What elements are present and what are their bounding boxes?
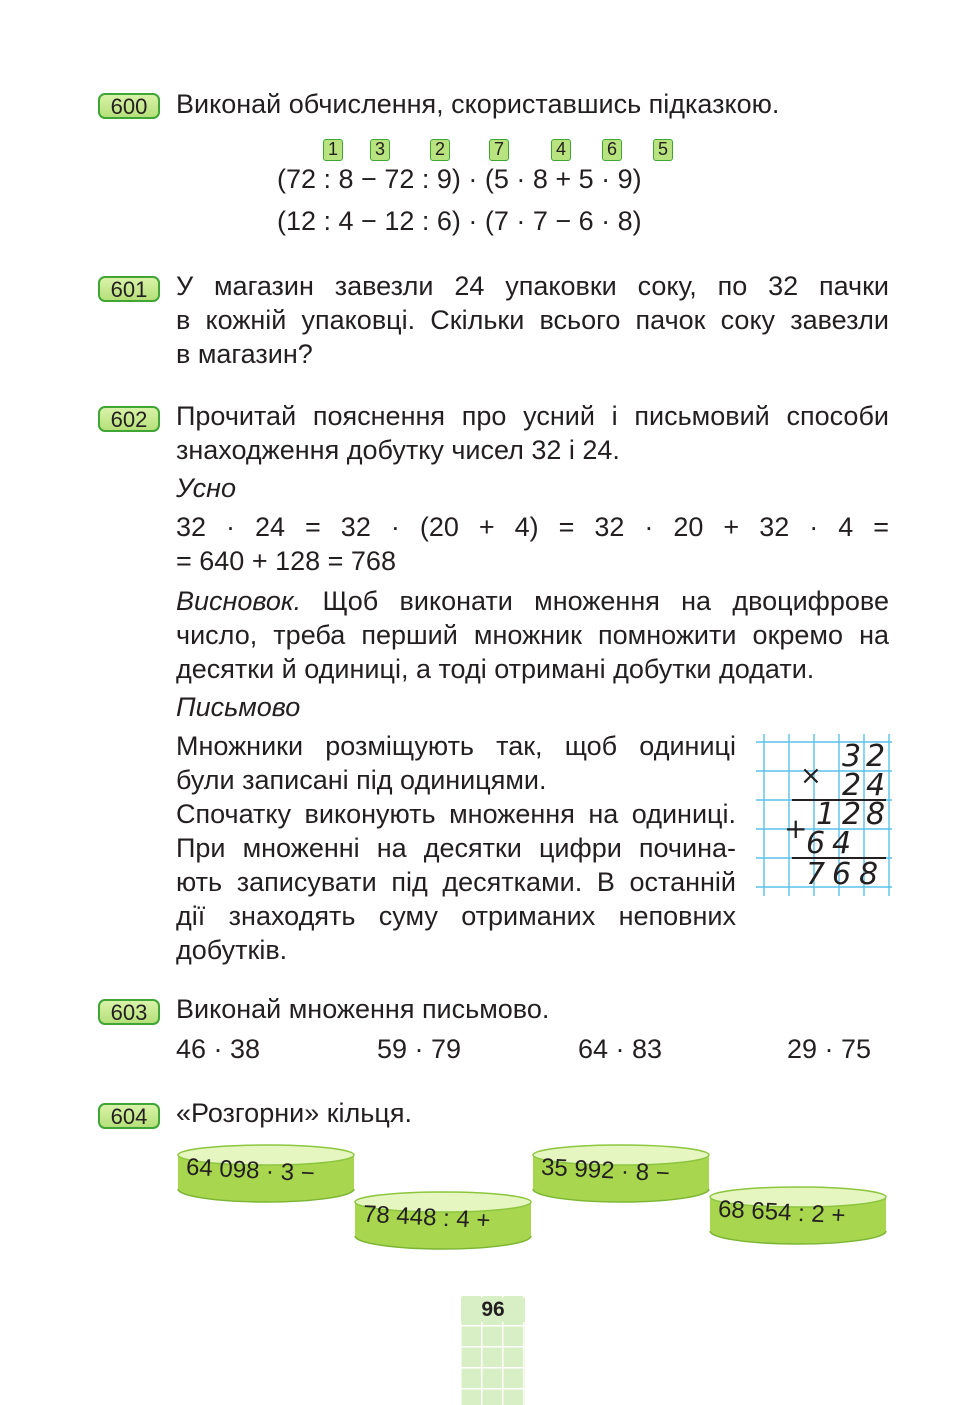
written-line: Спочатку виконують множення на одиниці. bbox=[176, 799, 736, 829]
ring-label: 35 992 · 8 − bbox=[540, 1153, 671, 1188]
exercise-600-text: Виконай обчислення, скориставшись підказкою. bbox=[176, 89, 780, 119]
ring bbox=[531, 1143, 711, 1205]
digit: 2 bbox=[866, 739, 886, 774]
exercise-number-604: 604 bbox=[98, 1103, 160, 1129]
conclusion-text: Щоб виконати множення на двоцифрове bbox=[322, 586, 889, 616]
page-number-block bbox=[461, 1296, 525, 1405]
ring-label: 78 448 : 4 + bbox=[362, 1200, 492, 1235]
digit: 1 bbox=[816, 797, 836, 832]
hint-badge: 1 bbox=[323, 139, 343, 161]
conclusion-line bbox=[176, 584, 889, 618]
hint-badge: 3 bbox=[370, 139, 390, 161]
exercise-number-603: 603 bbox=[98, 999, 160, 1025]
digit: 2 bbox=[842, 797, 862, 832]
exercise-number-602: 602 bbox=[98, 406, 160, 432]
exercise-601-line: У магазин завезли 24 упаковки соку, по 32 пачки bbox=[176, 271, 889, 301]
written-line: ють записувати під десятками. В останній bbox=[176, 867, 736, 897]
hint-badge: 6 bbox=[602, 139, 622, 161]
conclusion-label: Висновок. bbox=[176, 586, 302, 616]
digit: 8 bbox=[866, 797, 886, 832]
written-line: були записані під одиницями. bbox=[176, 765, 547, 795]
exercise-602-line: Прочитай пояснення про усний і письмовий способи bbox=[176, 401, 889, 431]
ring bbox=[353, 1190, 533, 1252]
ring-label: 64 098 · 3 − bbox=[185, 1153, 316, 1188]
conclusion-line: число, треба перший множник помножити окремо на bbox=[176, 620, 889, 650]
multiplication-item: 46 · 38 bbox=[176, 1034, 261, 1064]
digit: 7 bbox=[806, 857, 826, 892]
multiplication-item: 29 · 75 bbox=[787, 1034, 872, 1064]
digit: 6 bbox=[806, 826, 826, 861]
exercise-601-line: в кожній упаковці. Скільки всього пачок соку завезли bbox=[176, 305, 889, 335]
expression-2: (12 : 4 − 12 : 6) · (7 · 7 − 6 · 8) bbox=[277, 206, 642, 236]
written-line: Множники розміщують так, щоб одиниці bbox=[176, 731, 736, 761]
hint-badge: 2 bbox=[430, 139, 450, 161]
expression-1: (72 : 8 − 72 : 9) · (5 · 8 + 5 · 9) bbox=[277, 164, 642, 194]
oral-heading: Усно bbox=[176, 473, 237, 503]
exercise-number-601: 601 bbox=[98, 276, 160, 302]
written-line: добутків. bbox=[176, 935, 288, 965]
written-line: При множенні на десятки цифри почина- bbox=[176, 833, 736, 863]
oral-line: 32 · 24 = 32 · (20 + 4) = 32 · 20 + 32 · 4 = bbox=[176, 512, 889, 542]
exercise-604-text: «Розгорни» кільця. bbox=[176, 1098, 412, 1128]
exercise-603-text: Виконай множення письмово. bbox=[176, 994, 550, 1024]
multiplication-item: 64 · 83 bbox=[578, 1034, 663, 1064]
oral-line: = 640 + 128 = 768 bbox=[176, 546, 396, 576]
column-multiplication-grid bbox=[756, 734, 892, 896]
ring bbox=[176, 1143, 356, 1205]
exercise-601-line: в магазин? bbox=[176, 339, 313, 369]
written-heading: Письмово bbox=[176, 692, 301, 722]
digit: 2 bbox=[842, 768, 862, 803]
multiplication-item: 59 · 79 bbox=[377, 1034, 462, 1064]
times-sign: × bbox=[800, 761, 822, 791]
hint-badge: 5 bbox=[653, 139, 673, 161]
digit: 8 bbox=[859, 857, 879, 892]
digit: 4 bbox=[832, 826, 852, 861]
ring-label: 68 654 : 2 + bbox=[717, 1195, 847, 1230]
digit: 3 bbox=[842, 739, 862, 774]
page-number: 96 bbox=[461, 1298, 525, 1322]
written-line: дії знаходять суму отриманих неповних bbox=[176, 901, 736, 931]
ring bbox=[708, 1185, 888, 1247]
digit: 6 bbox=[832, 857, 852, 892]
exercise-number-600: 600 bbox=[98, 93, 160, 119]
conclusion-line: десятки й одиниці, а тоді отримані добутки додати. bbox=[176, 654, 815, 684]
digit: 4 bbox=[866, 768, 886, 803]
hint-badge: 4 bbox=[551, 139, 571, 161]
exercise-602-line: знаходження добутку чисел 32 і 24. bbox=[176, 435, 620, 465]
hint-badge: 7 bbox=[489, 139, 509, 161]
plus-sign: + bbox=[784, 812, 808, 845]
